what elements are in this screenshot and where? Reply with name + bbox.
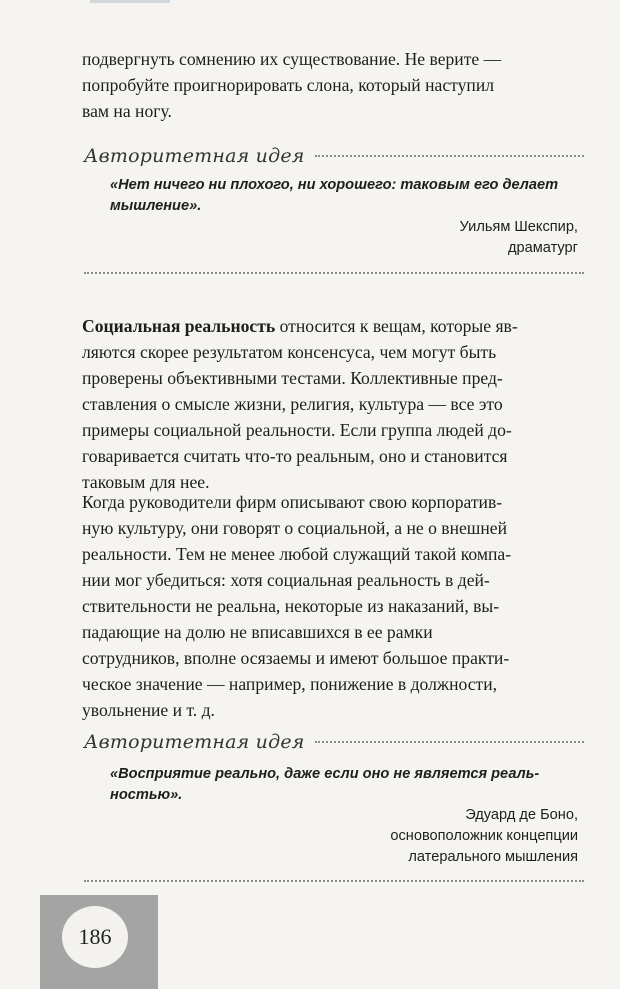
paragraph-continuation (82, 46, 582, 124)
author-role: драматург (508, 240, 578, 256)
quote-2 (110, 764, 582, 806)
top-edge-mark (90, 0, 170, 3)
author-name: Эдуард де Боно, (465, 807, 578, 823)
author-name: Уильям Шекспир, (459, 219, 578, 235)
dotted-rule (84, 272, 584, 274)
page-number: 186 (62, 906, 128, 968)
authoritative-idea-heading-1 (84, 144, 584, 168)
text-run: относится к вещам, которые яв- (275, 316, 518, 336)
text-line: Когда руководители фирм описывают свою корпоратив- (82, 492, 503, 512)
idea-title: Авторитетная идея (84, 731, 305, 753)
dotted-rule (84, 880, 584, 882)
quote-1 (110, 175, 582, 217)
text-line: нии мог убедиться: хотя социальная реальность в дей- (82, 570, 490, 590)
quote-1-author (460, 217, 578, 259)
text-line: подвергнуть сомнению их существование. Не верите — (82, 49, 502, 69)
text-line: проверены объективными тестами. Коллективные пред- (82, 368, 503, 388)
text-line: попробуйте проигнорировать слона, который наступил (82, 75, 495, 95)
text-line: ческое значение — например, понижение в должности, (82, 674, 498, 694)
text-line: ную культуру, они говорят о социальной, а не о внешней (82, 518, 507, 538)
text-line: увольнение и т. д. (82, 700, 215, 720)
text-line: таковым для нее. (82, 472, 210, 492)
text-line: ставления о смысле жизни, религия, культура — все это (82, 394, 503, 414)
quote-line: ностью». (110, 787, 183, 803)
dotted-divider (315, 741, 584, 743)
text-line: ляются скорее результатом консенсуса, чем могут быть (82, 342, 497, 362)
authoritative-idea-heading-2 (84, 730, 584, 754)
text-line: вам на ногу. (82, 101, 172, 121)
text-line: падающие на долю не вписавшихся в ее рамки (82, 622, 433, 642)
quote-line: мышление». (110, 198, 202, 214)
quote-line: «Восприятие реально, даже если оно не является реаль- (110, 766, 540, 782)
quote-line: «Нет ничего ни плохого, ни хорошего: таковым его делает (110, 177, 559, 193)
idea-title: Авторитетная идея (84, 145, 305, 167)
text-line: ствительности не реальна, некоторые из наказаний, вы- (82, 596, 500, 616)
text-line: говаривается считать что-то реальным, оно и становится (82, 446, 508, 466)
author-role: латерального мышления (408, 849, 578, 865)
dotted-divider (315, 155, 584, 157)
text-line: примеры социальной реальности. Если группа людей до- (82, 420, 512, 440)
text-line (82, 313, 582, 339)
bold-term: Социальная реальность (82, 316, 276, 336)
text-line: сотрудников, вполне осязаемы и имеют большое практи- (82, 648, 510, 668)
author-role: основоположник концепции (390, 828, 578, 844)
paragraph-corporate-culture (82, 489, 582, 723)
text-line: реальности. Тем не менее любой служащий такой компа- (82, 544, 512, 564)
quote-2-author (390, 805, 578, 868)
paragraph-social-reality (82, 313, 582, 495)
